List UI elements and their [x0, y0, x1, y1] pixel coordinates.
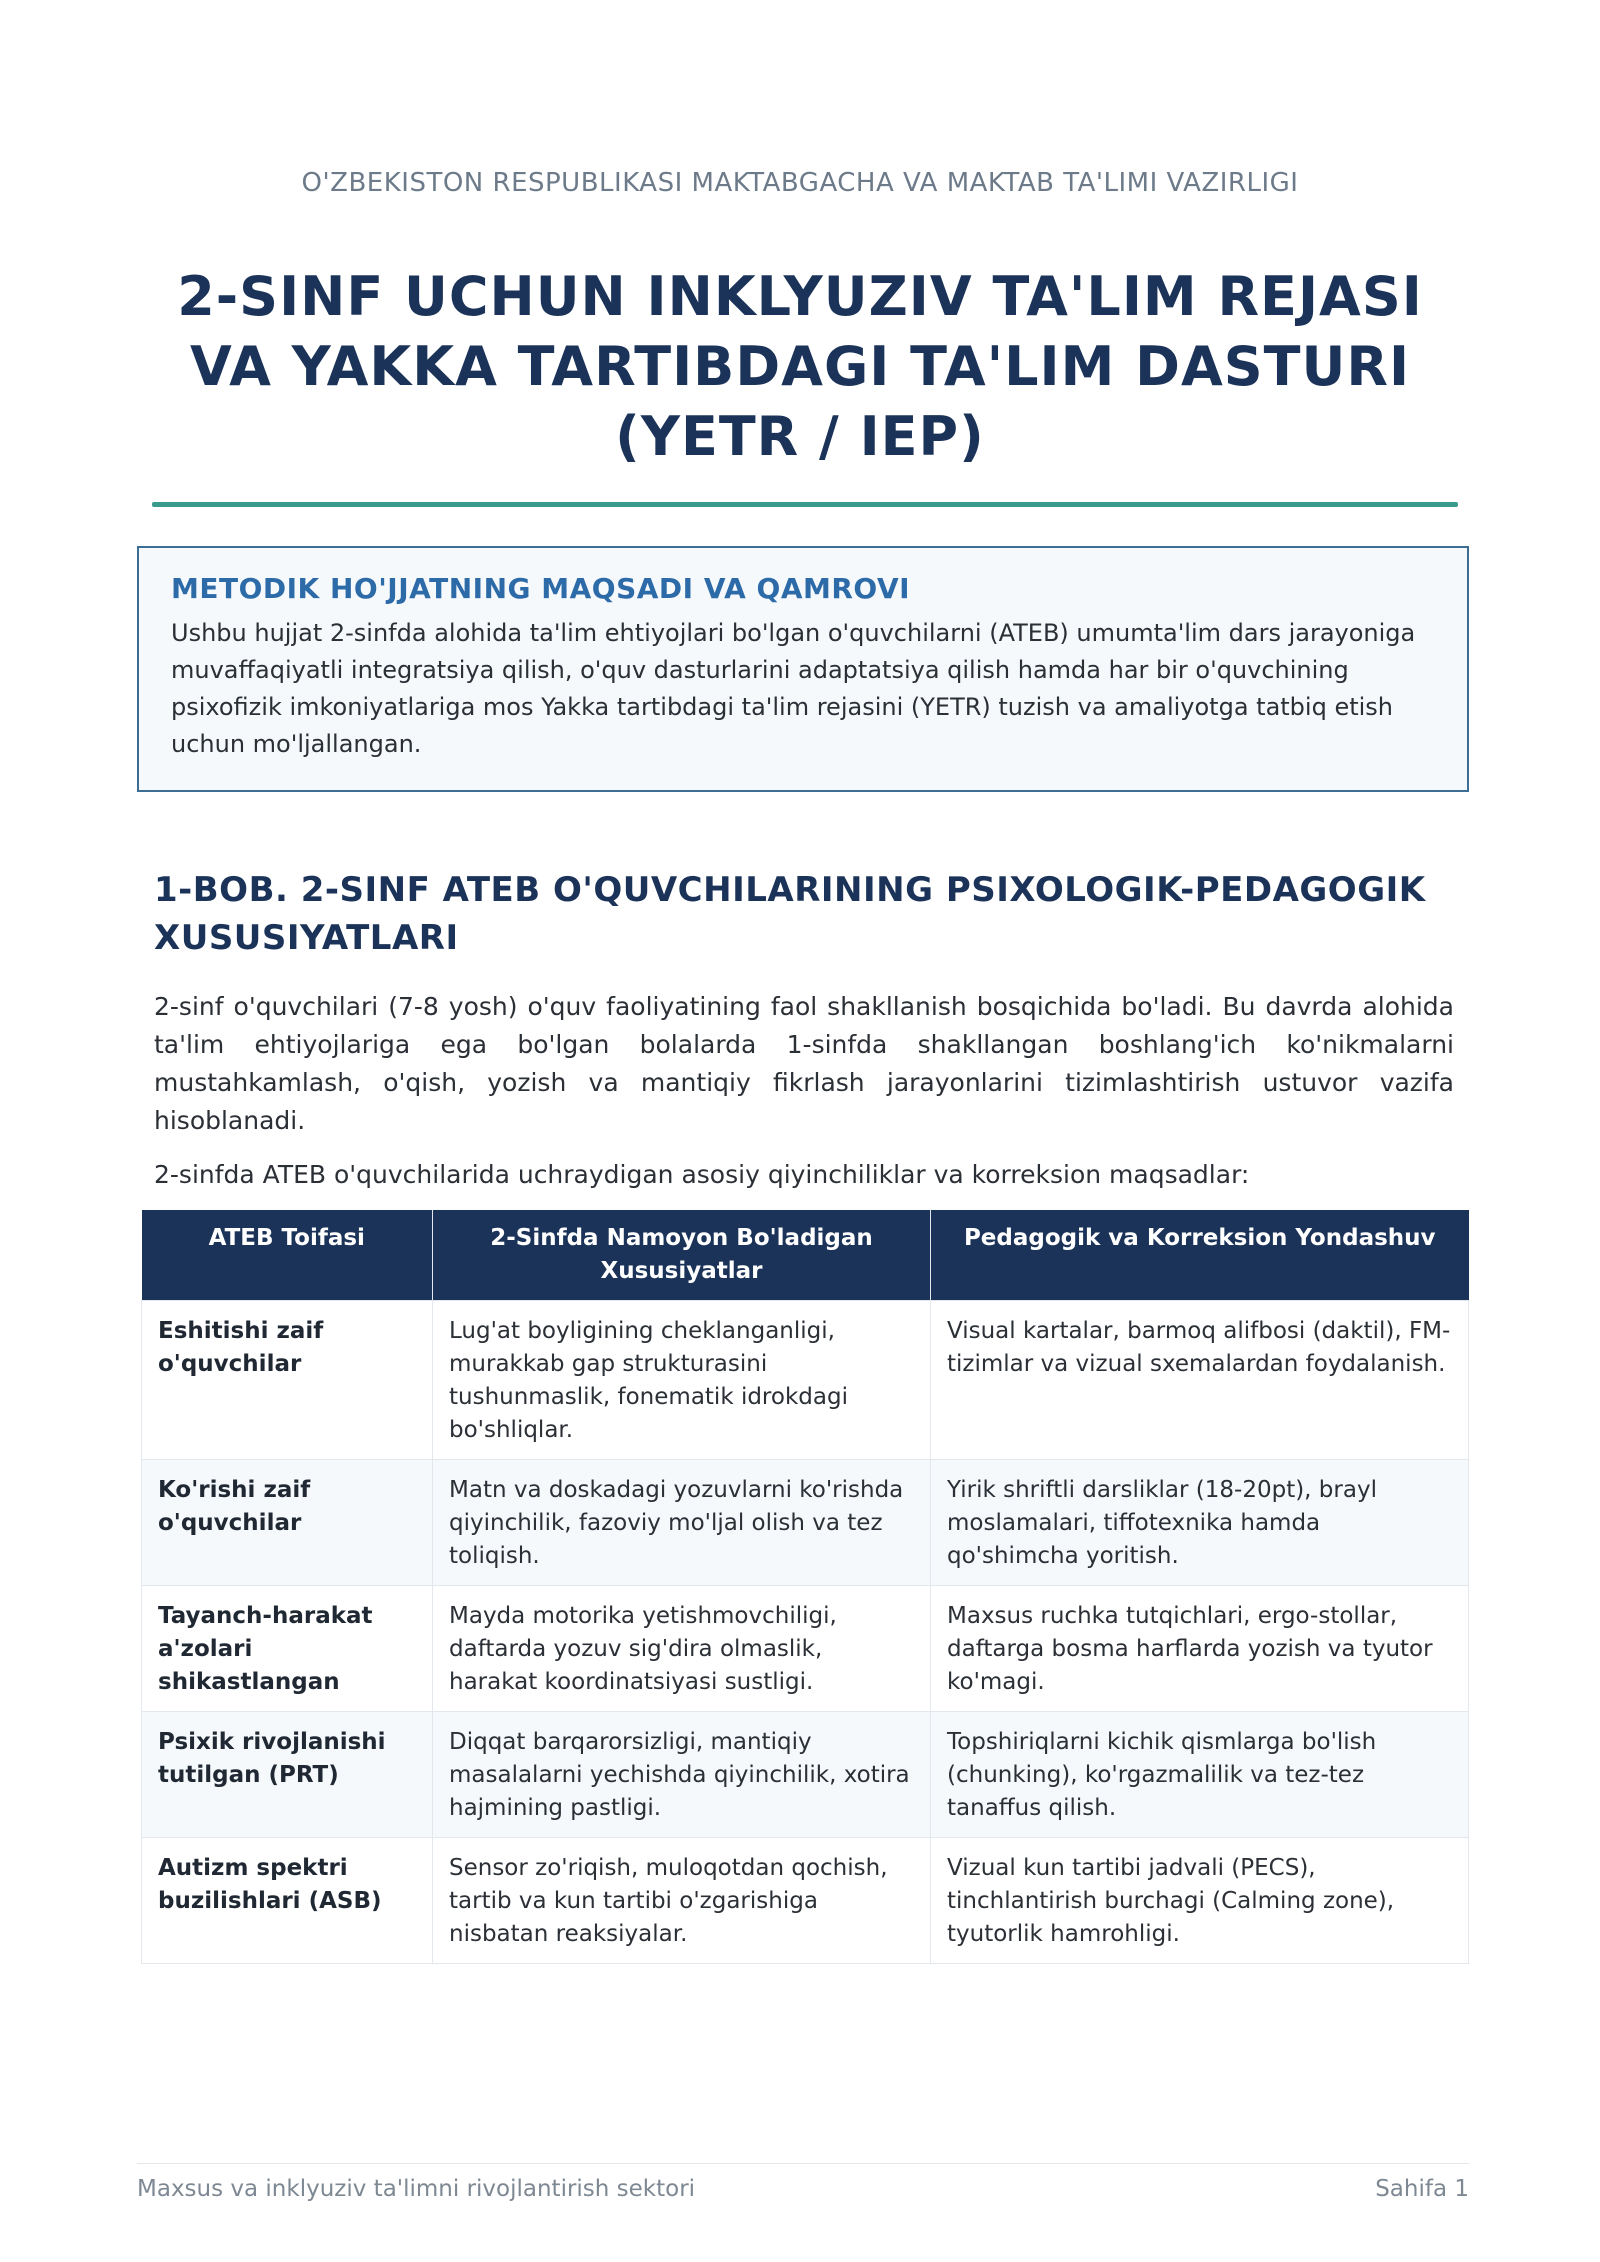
purpose-text: Ushbu hujjat 2-sinfda alohida ta'lim ehtiyojlari bo'lgan o'quvchilarni (ATEB) umumta'lim dars jarayoniga muvaffaqiyatli integratsiya qilish, o'quv dasturlarini adaptatsiya qilish hamda har bir o'quvchining psixofizik imkoniyatlariga mos Yakka tartibdagi ta'lim rejasini (YETR) tuzish va amaliyotga tatbiq etish uchun mo'ljallangan.: [171, 619, 1416, 758]
row-features: Mayda motorika yetishmovchiligi, daftarda yozuv sig'dira olmaslik, harakat koordinatsiyasi sustligi.: [433, 1586, 931, 1712]
row-approach: Topshiriqlarni kichik qismlarga bo'lish (chunking), ko'rgazmalilik va tez-tez tanaffus qilish.: [931, 1712, 1469, 1838]
column-header-features: 2-Sinfda Namoyon Bo'ladigan Xususiyatlar: [433, 1210, 931, 1301]
row-category: Tayanch-harakat a'zolari shikastlangan: [142, 1586, 433, 1712]
purpose-title: METODIK HO'JJATNING MAQSADI VA QAMROVI: [171, 572, 911, 605]
row-category: Eshitishi zaif o'quvchilar: [142, 1301, 433, 1460]
table-intro: 2-sinfda ATEB o'quvchilarida uchraydigan asosiy qiyinchiliklar va korreksion maqsadlar:: [154, 1160, 1250, 1189]
row-category: Ko'rishi zaif o'quvchilar: [142, 1460, 433, 1586]
row-approach: Visual kartalar, barmoq alifbosi (daktil), FM-tizimlar va vizual sxemalardan foydalanish.: [931, 1301, 1469, 1460]
row-features: Sensor zo'riqish, muloqotdan qochish, tartib va kun tartibi o'zgarishiga nisbatan reaksiyalar.: [433, 1838, 931, 1964]
title-divider: [152, 502, 1458, 507]
chapter-1-heading: 1-BOB. 2-SINF ATEB O'QUVCHILARINING PSIXOLOGIK-PEDAGOGIK XUSUSIYATLARI: [154, 870, 1426, 958]
table-row: [142, 1838, 1469, 1964]
row-approach: Yirik shriftli darsliklar (18-20pt), brayl moslamalari, tiffotexnika hamda qo'shimcha yoritish.: [931, 1460, 1469, 1586]
column-header-approach: Pedagogik va Korreksion Yondashuv: [931, 1210, 1469, 1301]
ateb-table: [141, 1210, 1469, 1964]
row-approach: Vizual kun tartibi jadvali (PECS), tinchlantirish burchagi (Calming zone), tyutorlik hamrohligi.: [931, 1838, 1469, 1964]
footer-sector: Maxsus va inklyuziv ta'limni rivojlantirish sektori: [137, 2176, 696, 2202]
column-header-category: ATEB Toifasi: [142, 1210, 433, 1301]
row-category: Psixik rivojlanishi tutilgan (PRT): [142, 1712, 433, 1838]
row-features: Diqqat barqarorsizligi, mantiqiy masalalarni yechishda qiyinchilik, xotira hajmining pastligi.: [433, 1712, 931, 1838]
table-row: [142, 1460, 1469, 1586]
chapter-1-paragraph: 2-sinf o'quvchilari (7-8 yosh) o'quv faoliyatining faol shakllanish bosqichida bo'ladi. Bu davrda alohida ta'lim ehtiyojlariga ega bo'lgan bolalarda 1-sinfda shakllangan boshlang'ich ko'nikmalarni mustahkamlash, o'qish, yozish va mantiqiy fikrlash jarayonlarini tizimlashtirish ustuvor vazifa hisoblanadi.: [154, 992, 1454, 1135]
table-header-row: [142, 1210, 1469, 1301]
purpose-box: [137, 546, 1469, 792]
document-title: [120, 262, 1480, 472]
table-row: [142, 1712, 1469, 1838]
page-number: Sahifa 1: [1375, 2176, 1469, 2202]
title-line-1: 2-SINF UCHUN INKLYUZIV TA'LIM REJASI: [177, 265, 1423, 328]
row-approach: Maxsus ruchka tutqichlari, ergo-stollar, daftarga bosma harflarda yozish va tyutor ko'magi.: [931, 1586, 1469, 1712]
ministry-header: O'ZBEKISTON RESPUBLIKASI MAKTABGACHA VA MAKTAB TA'LIMI VAZIRLIGI: [301, 168, 1299, 198]
row-features: Matn va doskadagi yozuvlarni ko'rishda qiyinchilik, fazoviy mo'ljal olish va tez toliqish.: [433, 1460, 931, 1586]
table-row: [142, 1301, 1469, 1460]
footer-divider: [137, 2163, 1469, 2164]
table-row: [142, 1586, 1469, 1712]
title-line-3: (YETR / IEP): [615, 405, 985, 468]
row-features: Lug'at boyligining cheklanganligi, murakkab gap strukturasini tushunmaslik, fonematik idrokdagi bo'shliqlar.: [433, 1301, 931, 1460]
row-category: Autizm spektri buzilishlari (ASB): [142, 1838, 433, 1964]
title-line-2: VA YAKKA TARTIBDAGI TA'LIM DASTURI: [189, 335, 1411, 398]
